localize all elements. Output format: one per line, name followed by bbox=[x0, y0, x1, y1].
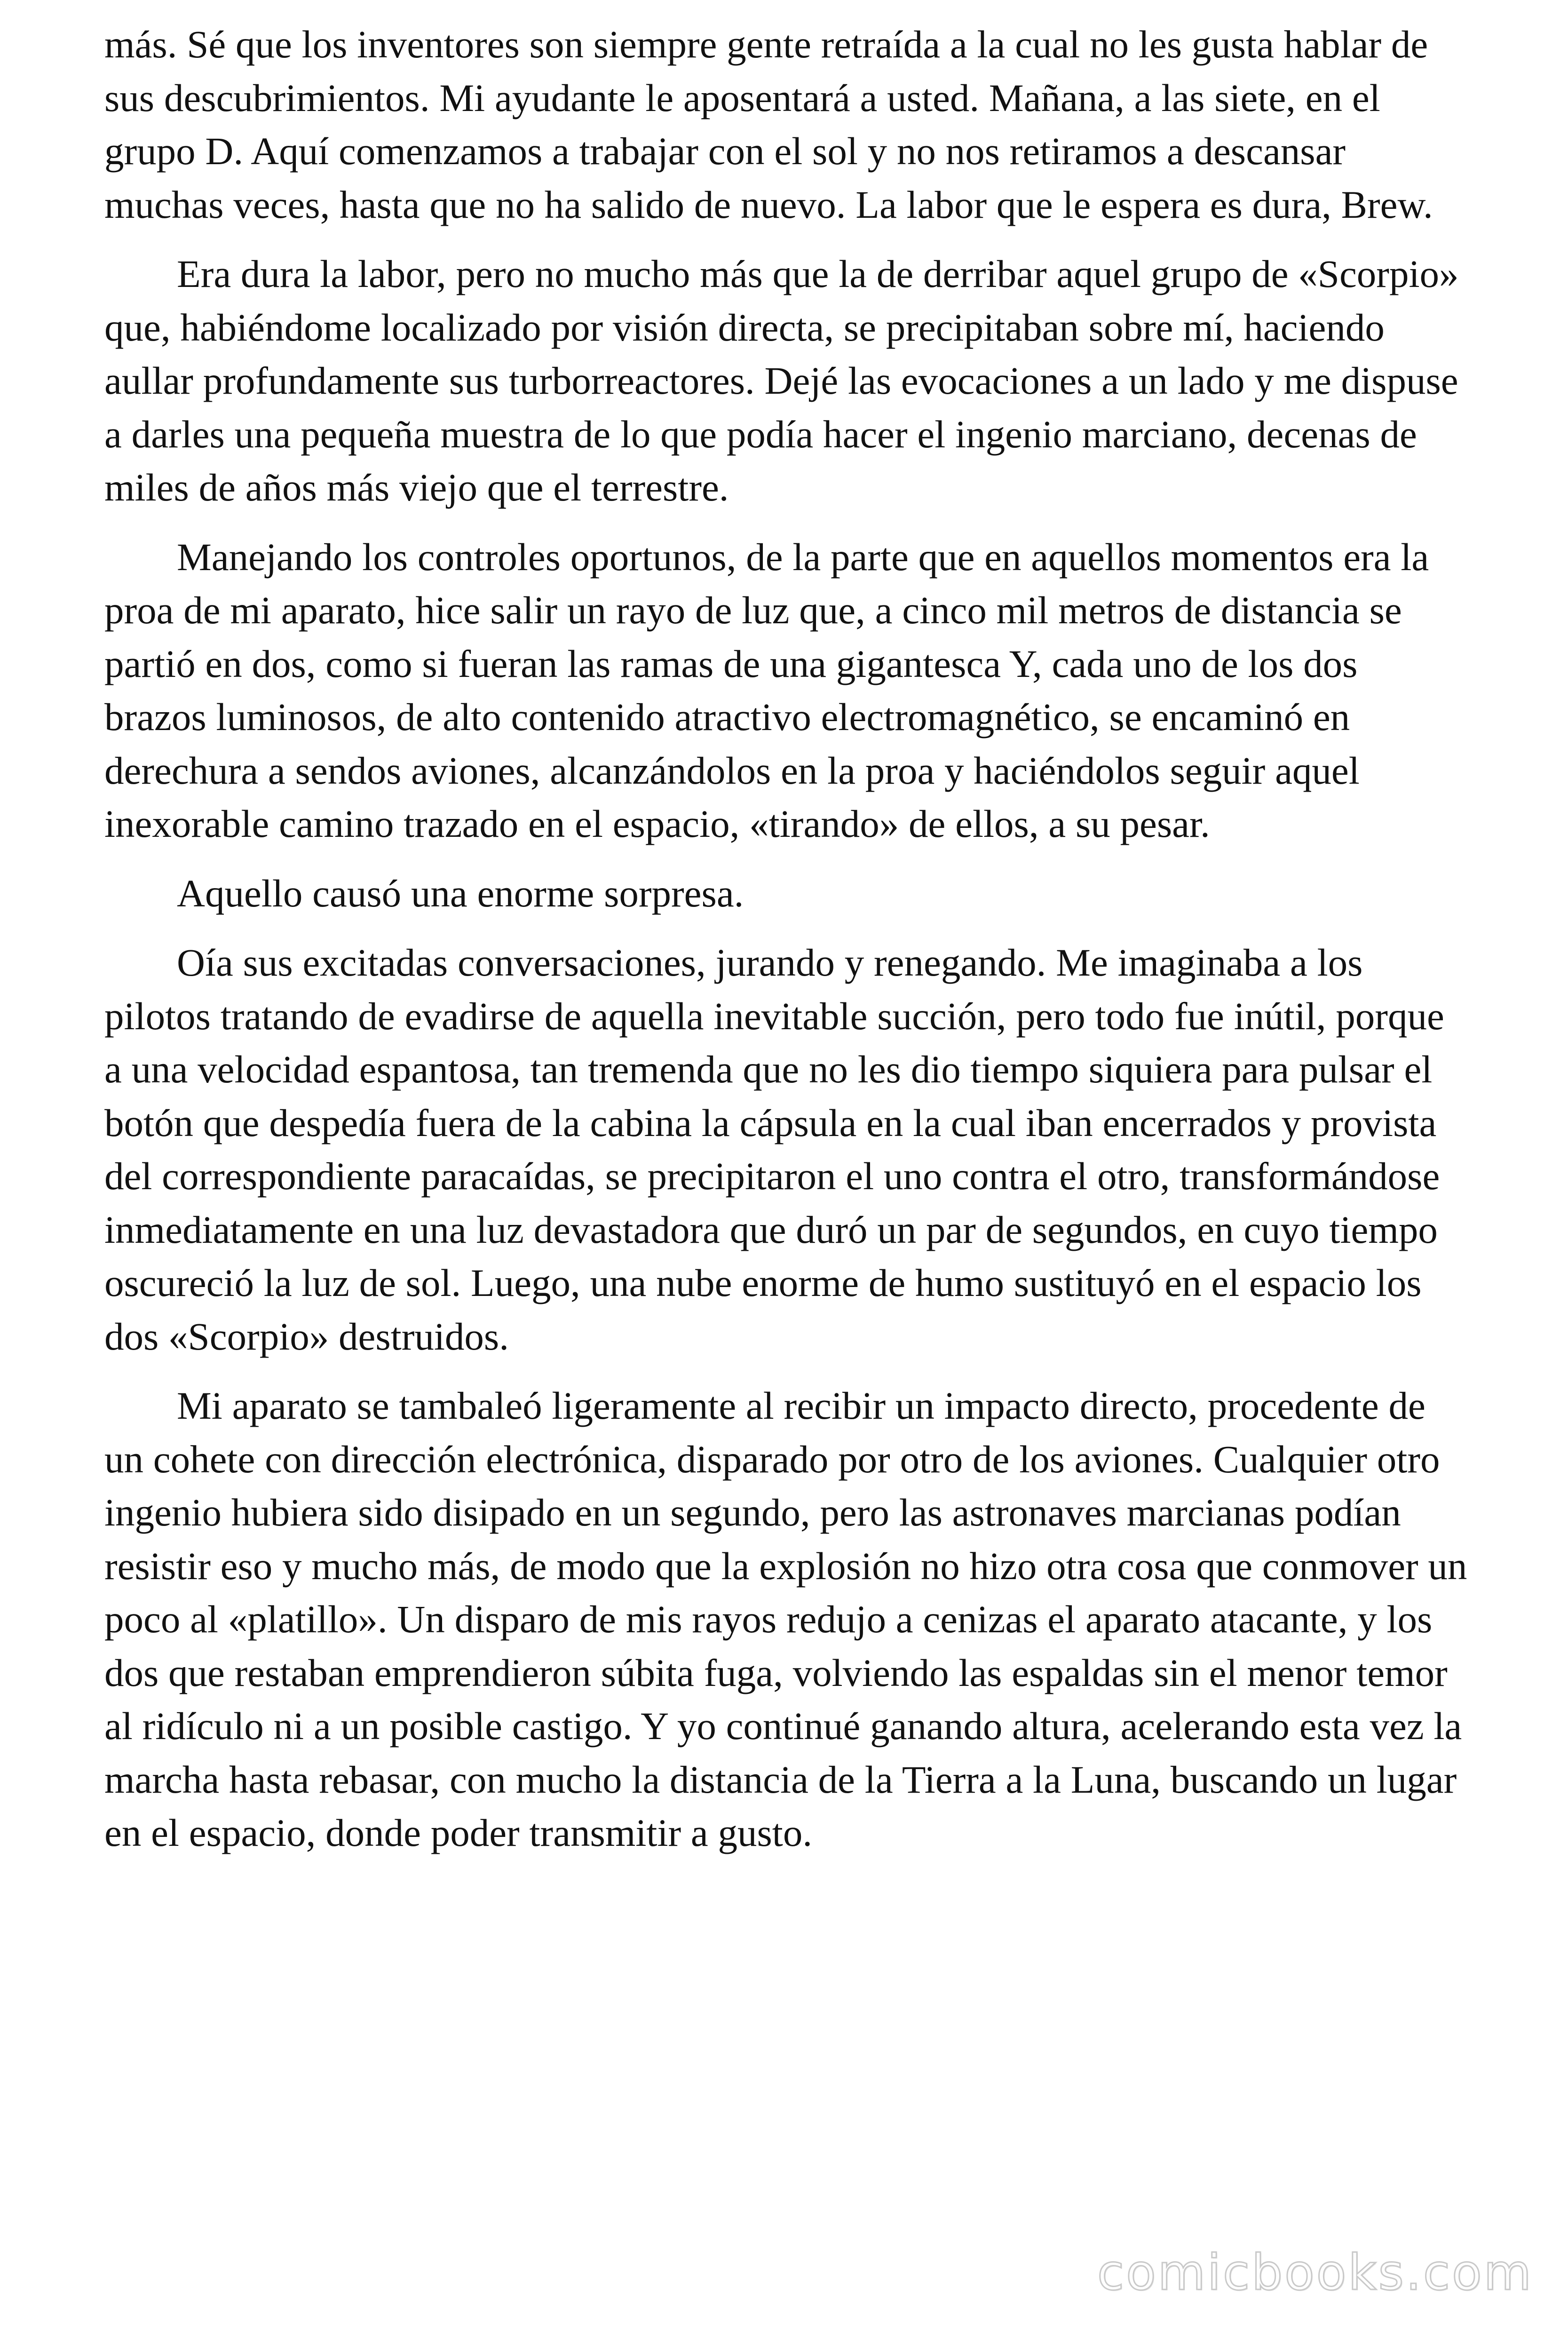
paragraph-5: Oía sus excitadas conversaciones, jurando y renegando. Me imaginaba a los pilotos tratando de evadirse de aquella inevitable succión, pero todo fue inútil, porque a una velocidad espantosa, tan tremenda que no les dio tiempo siquiera para pulsar el botón que despedía fuera de la cabina la cápsula en la cual iban encerrados y provista del correspondiente paracaídas, se precipitaron el uno contra el otro, transformándose inmediatamente en una luz devastadora que duró un par de segundos, en cuyo tiempo oscureció la luz de sol. Luego, una nube enorme de humo sustituyó en el espacio los dos «Scorpio» destruidos. bbox=[104, 941, 1444, 1358]
watermark-logo: comicbooks.com bbox=[1097, 2244, 1533, 2301]
body-text bbox=[104, 18, 1468, 1876]
paragraph-2: Era dura la labor, pero no mucho más que la de derribar aquel grupo de «Scorpio» que, habiéndome localizado por visión directa, se precipitaban sobre mí, haciendo aullar profundamente sus turborreactores. Dejé las evocaciones a un lado y me dispuse a darles una pequeña muestra de lo que podía hacer el ingenio marciano, decenas de miles de años más viejo que el terrestre. bbox=[104, 252, 1459, 509]
paragraph-continuation: más. Sé que los inventores son siempre gente retraída a la cual no les gusta hablar de sus descubrimientos. Mi ayudante le aposentará a usted. Mañana, a las siete, en el grupo D. Aquí comenzamos a trabajar con el sol y no nos retiramos a descansar muchas veces, hasta que no ha salido de nuevo. La labor que le espera es dura, Brew. bbox=[104, 23, 1433, 226]
paragraph-6: Mi aparato se tambaleó ligeramente al recibir un impacto directo, procedente de un cohete con dirección electrónica, disparado por otro de los aviones. Cualquier otro ingenio hubiera sido disipado en un segundo, pero las astronaves marcianas podían resistir eso y mucho más, de modo que la explosión no hizo otra cosa que conmover un poco al «platillo». Un disparo de mis rayos redujo a cenizas el aparato atacante, y los dos que restaban emprendieron súbita fuga, volviendo las espaldas sin el menor temor al ridículo ni a un posible castigo. Y yo continué ganando altura, acelerando esta vez la marcha hasta rebasar, con mucho la distancia de la Tierra a la Luna, buscando un lugar en el espacio, donde poder transmitir a gusto. bbox=[104, 1384, 1467, 1854]
paragraph-3: Manejando los controles oportunos, de la parte que en aquellos momentos era la proa de mi aparato, hice salir un rayo de luz que, a cinco mil metros de distancia se partió en dos, como si fueran las ramas de una gigantesca Y, cada uno de los dos brazos luminosos, de alto contenido atractivo electromagnético, se encaminó en derechura a sendos aviones, alcanzándolos en la proa y haciéndolos seguir aquel inexorable camino trazado en el espacio, «tirando» de ellos, a su pesar. bbox=[104, 535, 1429, 845]
paragraph-4: Aquello causó una enorme sorpresa. bbox=[177, 871, 744, 915]
